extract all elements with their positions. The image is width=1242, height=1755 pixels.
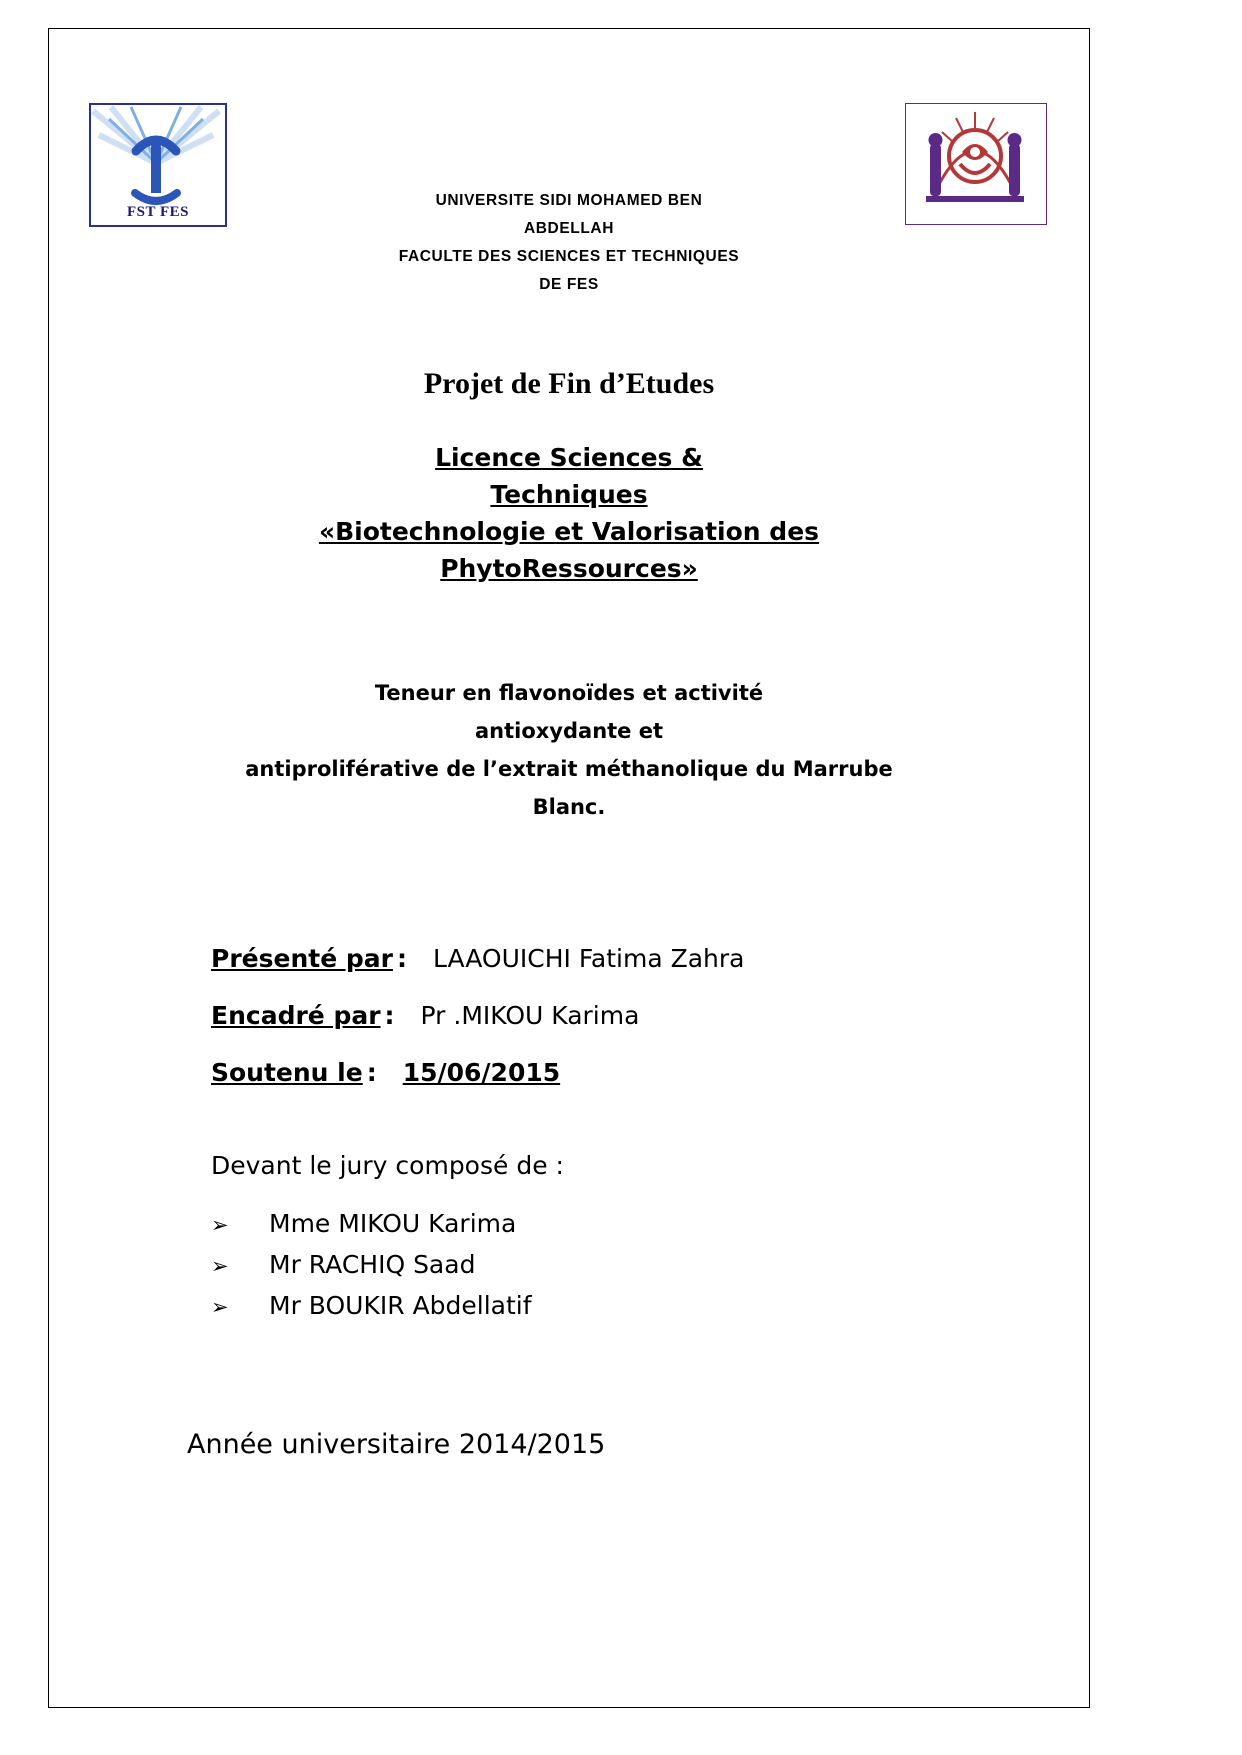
field-colon: : bbox=[384, 1001, 395, 1030]
list-item bbox=[211, 1250, 532, 1279]
fst-fes-logo bbox=[89, 103, 227, 227]
subject-line-1: Teneur en flavonoïdes et activité bbox=[374, 681, 764, 705]
university-header-line-4: DE FES bbox=[539, 276, 599, 293]
field-supervised-by bbox=[211, 1001, 1031, 1030]
fst-fes-logo-caption: FST FES bbox=[127, 204, 189, 220]
subject-line-4: Blanc. bbox=[532, 795, 606, 819]
jury-member-name: Mme MIKOU Karima bbox=[269, 1209, 517, 1238]
diploma-line-3: «Biotechnologie et Valorisation des bbox=[318, 517, 820, 546]
subject-line-2: antioxydante et bbox=[474, 719, 664, 743]
diploma-line-1: Licence Sciences & bbox=[435, 443, 703, 472]
subject-line-3: antiproliférative de l’extrait méthanolique du Marrube bbox=[245, 757, 893, 781]
arrow-bullet-icon: ➢ bbox=[211, 1213, 229, 1237]
field-label: Présenté par bbox=[211, 944, 393, 973]
arrow-bullet-icon: ➢ bbox=[211, 1295, 229, 1319]
jury-list bbox=[211, 1209, 532, 1332]
university-header-line-2: ABDELLAH bbox=[523, 220, 615, 237]
field-value: 15/06/2015 bbox=[402, 1058, 561, 1087]
jury-intro: Devant le jury composé de : bbox=[211, 1151, 564, 1180]
thesis-subject bbox=[209, 674, 929, 826]
field-label: Encadré par bbox=[211, 1001, 381, 1030]
university-header bbox=[309, 187, 829, 299]
university-seal-logo bbox=[905, 103, 1047, 225]
arrow-bullet-icon: ➢ bbox=[211, 1254, 229, 1278]
jury-member-name: Mr RACHIQ Saad bbox=[269, 1250, 476, 1279]
field-defense-date bbox=[211, 1058, 1031, 1087]
diploma-line-4: PhytoRessources» bbox=[440, 554, 698, 583]
university-seal-graphic bbox=[906, 104, 1044, 222]
document-page bbox=[48, 28, 1090, 1708]
list-item bbox=[211, 1291, 532, 1320]
info-block bbox=[211, 944, 1031, 1115]
field-value: Pr .MIKOU Karima bbox=[420, 1001, 640, 1030]
university-header-line-1: UNIVERSITE SIDI MOHAMED BEN bbox=[435, 192, 703, 209]
field-value: LAAOUICHI Fatima Zahra bbox=[432, 944, 745, 973]
field-colon: : bbox=[366, 1058, 377, 1087]
page-title: Projet de Fin d’Etudes bbox=[423, 367, 715, 400]
field-label: Soutenu le bbox=[211, 1058, 363, 1087]
list-item bbox=[211, 1209, 532, 1238]
diploma-line-2: Techniques bbox=[490, 480, 648, 509]
university-header-line-3: FACULTE DES SCIENCES ET TECHNIQUES bbox=[398, 248, 740, 265]
diploma-block bbox=[309, 439, 829, 587]
academic-year: Année universitaire 2014/2015 bbox=[187, 1429, 606, 1460]
field-colon: : bbox=[396, 944, 407, 973]
field-presented-by bbox=[211, 944, 1031, 973]
jury-member-name: Mr BOUKIR Abdellatif bbox=[269, 1291, 532, 1320]
